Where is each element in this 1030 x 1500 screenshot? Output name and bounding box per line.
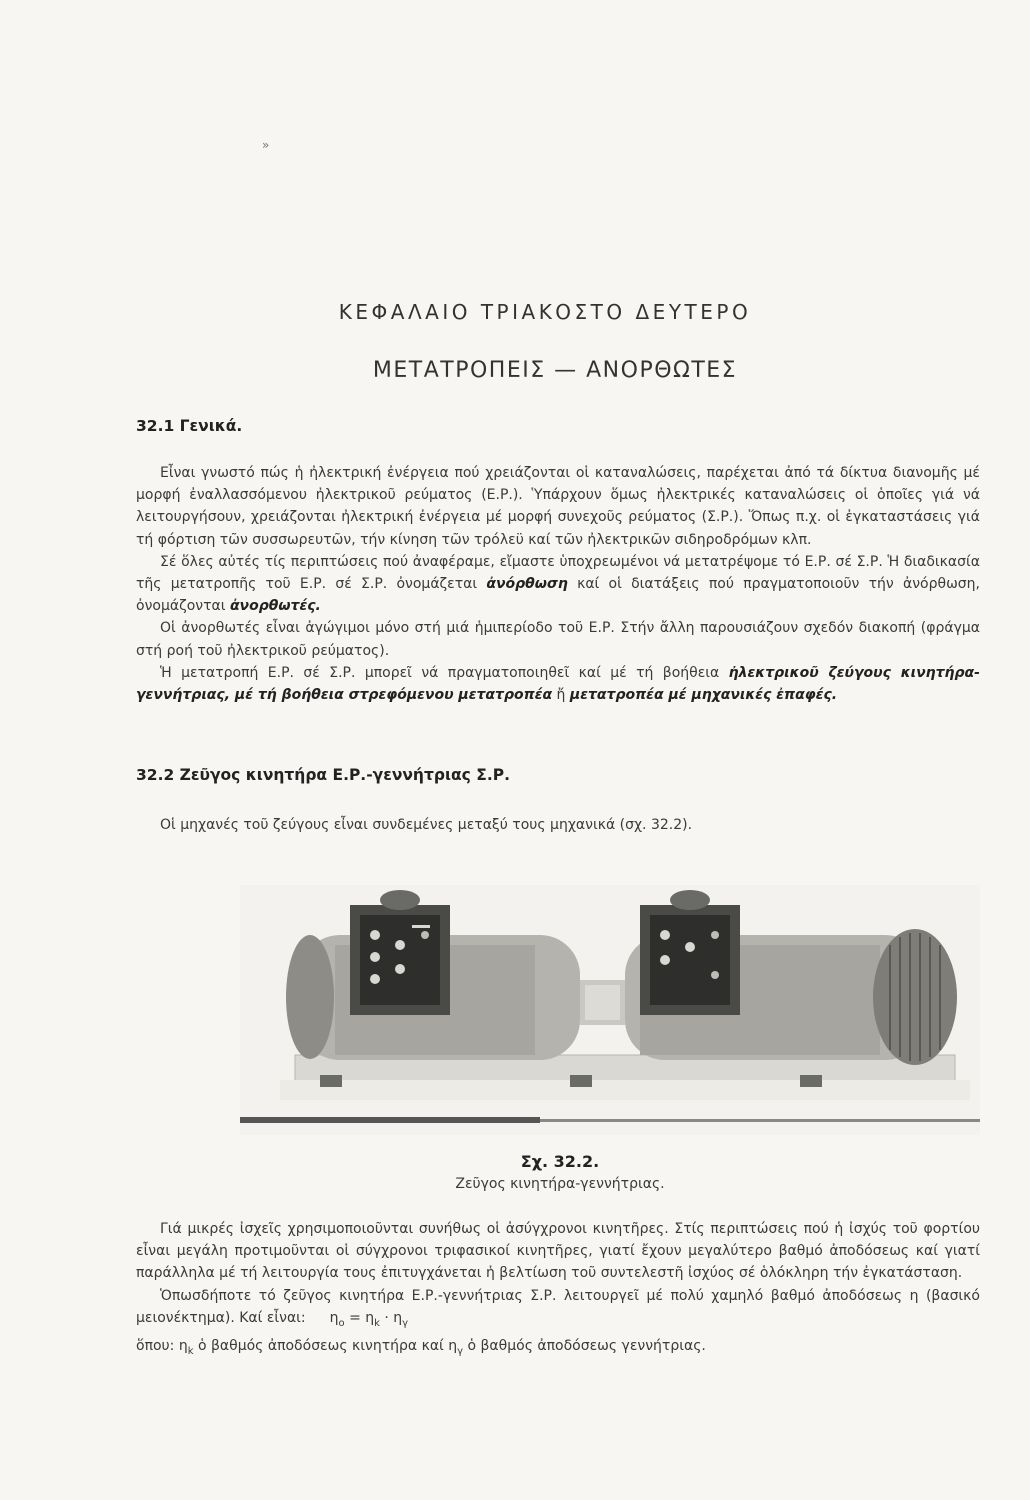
- formula-symbol: = η: [344, 1309, 375, 1326]
- formula-subscript: γ: [457, 1345, 464, 1357]
- section-heading-32-2: 32.2 Ζεῦγος κινητήρα Ε.Ρ.-γεννήτριας Σ.Ρ.: [136, 766, 510, 784]
- section-32-2-intro: [136, 814, 980, 836]
- section-32-2-body: [136, 1218, 980, 1363]
- paragraph: Εἶναι γνωστό πώς ἡ ἠλεκτρική ἐνέργεια πού χρειάζονται οἱ καταναλώσεις, παρέχεται ἀπό τά δίκτυα διανομῆς μέ μορφή ἐναλλασσόμενου ἠλεκτρικοῦ ρεύματος (Ε.Ρ.). Ὑπάρχουν ὅμως ἠλεκτρικές καταναλώσεις οἱ ὁποῖες γιά νά λειτουργήσουν, χρειάζονται ἠλεκτρική ἐνέργεια μέ μορφή συνεχοῦς ρεύματος (Σ.Ρ.). Ὅπως π.χ. οἱ ἐγκαταστάσεις γιά τή φόρτιση τῶν συσσωρευτῶν, τήν κίνηση τῶν τρόλεϋ καί τῶν ἠλεκτρικῶν σιδηροδρόμων κλπ.: [136, 465, 980, 548]
- section-32-1-body: [136, 462, 980, 706]
- formula-subscript: k: [374, 1317, 380, 1329]
- formula-symbol: · η: [379, 1309, 403, 1326]
- section-heading-32-1: 32.1 Γενικά.: [136, 417, 243, 435]
- term-emphasis: ἀνόρθωση: [486, 576, 568, 593]
- formula-symbol: η: [329, 1309, 339, 1326]
- formula-subscript: k: [187, 1345, 194, 1357]
- paragraph: Οἱ ἀνορθωτές εἶναι ἀγώγιμοι μόνο στή μιά ἡμιπερίοδο τοῦ Ε.Ρ. Στήν ἄλλη παρουσιάζουν σχεδόν διακοπή (φράγμα στή ροή τοῦ ἠλεκτρικοῦ ρεύματος).: [136, 620, 980, 659]
- text-run: Ἡ μετατροπή Ε.Ρ. σέ Σ.Ρ. μπορεῖ νά πραγματοποιηθεῖ καί μέ τή βοήθεια: [160, 664, 729, 681]
- text-run: ὅπου: η: [136, 1337, 188, 1354]
- text-run: ἤ: [552, 687, 570, 704]
- paragraph: [136, 1335, 980, 1363]
- figure-caption: Ζεῦγος κινητήρα-γεννήτριας.: [455, 1176, 665, 1192]
- paragraph: [136, 551, 980, 618]
- formula-subscript: γ: [402, 1317, 409, 1329]
- text-run: ὁ βαθμός ἀποδόσεως γεννήτριας.: [463, 1337, 706, 1354]
- chapter-label: ΚΕΦΑΛΑΙΟ ΤΡΙΑΚΟΣΤΟ ΔΕΥΤΕΡΟ: [338, 300, 752, 324]
- text-run: Σέ ὅλες αὐτές τίς περιπτώσεις πού ἀναφέραμε, εἴμαστε ὑποχρεωμένοι νά μετατρέψομε τό Ε.Ρ. σέ Σ.Ρ. Ἡ διαδικασία τῆς μετατροπῆς τοῦ Ε.Ρ. σέ Σ.Ρ. ὀνομάζεται: [136, 553, 980, 593]
- paragraph: Οἱ μηχανές τοῦ ζεύγους εἶναι συνδεμένες μεταξύ τους μηχανικά (σχ. 32.2).: [160, 817, 693, 833]
- stray-mark: »: [262, 138, 270, 152]
- text-run: Ὁπωσδήποτε τό ζεῦγος κινητήρα Ε.Ρ.-γεννήτριας Σ.Ρ. λειτουργεῖ μέ πολύ χαμηλό βαθμό ἀποδόσεως η (βασικό μειονέκτημα). Καί εἶναι:: [136, 1287, 980, 1326]
- term-emphasis: ἠλεκτρικοῦ ζεύγους κινητήρα-γεννήτριας, μέ τή βοήθεια στρεφόμενου μετατροπέα: [136, 664, 980, 704]
- text-run: καί οἱ διατάξεις πού πραγματοποιοῦν τήν ἀνόρθωση, ὀνομάζονται: [136, 576, 980, 615]
- paragraph: [136, 662, 980, 706]
- text-run: ὁ βαθμός ἀποδόσεως κινητήρα καί η: [193, 1337, 458, 1354]
- efficiency-formula: [329, 1309, 409, 1329]
- chapter-title: ΜΕΤΑΤΡΟΠΕΙΣ — ΑΝΟΡΘΩΤΕΣ: [372, 358, 738, 383]
- formula-subscript: ο: [338, 1317, 345, 1329]
- paragraph: Γιά μικρές ἰσχεῖς χρησιμοποιοῦνται συνήθως οἱ ἀσύγχρονοι κινητῆρες. Στίς περιπτώσεις πού ἡ ἰσχύς τοῦ φορτίου εἶναι μεγάλη προτιμοῦνται οἱ σύγχρονοι τριφασικοί κινητῆρες, γιατί ἔχουν μεγαλύτερο βαθμό ἀποδόσεως καί γιατί παράλληλα μέ τή λειτουργία τους ἐπιτυγχάνεται ἡ βελτίωση τοῦ συντελεστῆ ἰσχύος σέ ὁλόκληρη τήν ἐγκατάσταση.: [136, 1221, 980, 1282]
- figure-label: Σχ. 32.2.: [520, 1152, 600, 1171]
- paragraph: [136, 1285, 980, 1335]
- motor-generator-illustration: [240, 885, 980, 1135]
- term-emphasis: μετατροπέα μέ μηχανικές ἐπαφές.: [569, 687, 838, 704]
- term-emphasis: ἀνορθωτές.: [229, 598, 321, 615]
- figure-motor-generator-photo: [240, 885, 980, 1135]
